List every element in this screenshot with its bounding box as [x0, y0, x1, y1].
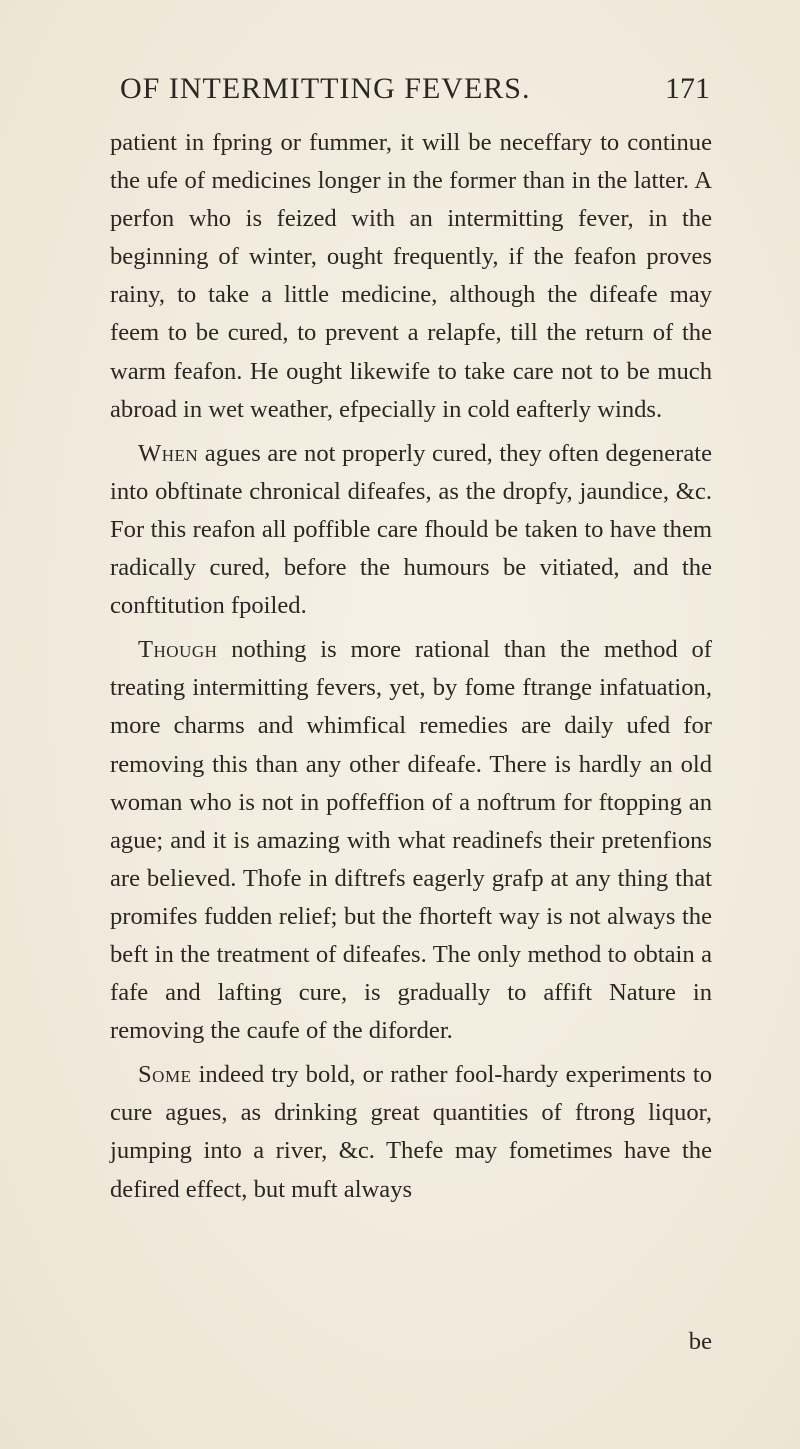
- paragraph-1: [110, 124, 712, 429]
- paragraph-4-text: indeed try bold, or rather fool-hardy experiments to cure agues, as drinking great quantities of ftrong liquor, jumping into a river, &c. Thefe may fometimes have the defired effect, but muft always: [110, 1061, 712, 1203]
- paragraph-3-text: nothing is more rational than the method of treating intermitting fevers, yet, by fome ftrange infatuation, more charms and whimfical remedies are daily ufed for removing this than any other difeafe. There is hardly an old woman who is not in poffeffion of a noftrum for ftopping an ague; and it is amazing with what readinefs their pretenfions are believed. Thofe in diftrefs eagerly grafp at any thing that promifes fudden relief; but the fhorteft way is not always the beft in the treatment of difeafes. The only method to obtain a fafe and lafting cure, is gradually to affift Nature in removing the caufe of the diforder.: [110, 636, 712, 1045]
- paragraph-2-text: agues are not properly cured, they often degenerate into obftinate chronical difeafes, as the dropfy, jaundice, &c. For this reafon all poffible care fhould be taken to have them radically cured, before the humours be vitiated, and the conftitution fpoiled.: [110, 439, 712, 620]
- page-number: 171: [665, 72, 710, 105]
- paragraph-3: [110, 631, 712, 1050]
- paragraph-2-lead: When: [138, 439, 199, 467]
- paragraph-4-lead: Some: [138, 1061, 192, 1089]
- body-text: [110, 124, 712, 1215]
- paragraph-3-lead: Though: [138, 636, 218, 664]
- paragraph-2: [110, 435, 712, 625]
- running-head: OF INTERMITTING FEVERS.: [120, 72, 531, 105]
- paragraph-4: [110, 1056, 712, 1208]
- page-header: [120, 72, 710, 116]
- paragraph-1-text: patient in fpring or fummer, it will be neceffary to continue the ufe of medicines longer in the former than in the latter. A perfon who is feized with an intermitting fever, in the beginning of winter, ought frequently, if the feafon proves rainy, to take a little medicine, although the difeafe may feem to be cured, to prevent a relapfe, till the return of the warm feafon. He ought likewife to take care not to be much abroad in wet weather, efpecially in cold eafterly winds.: [110, 129, 712, 423]
- catchword: be: [688, 1328, 712, 1355]
